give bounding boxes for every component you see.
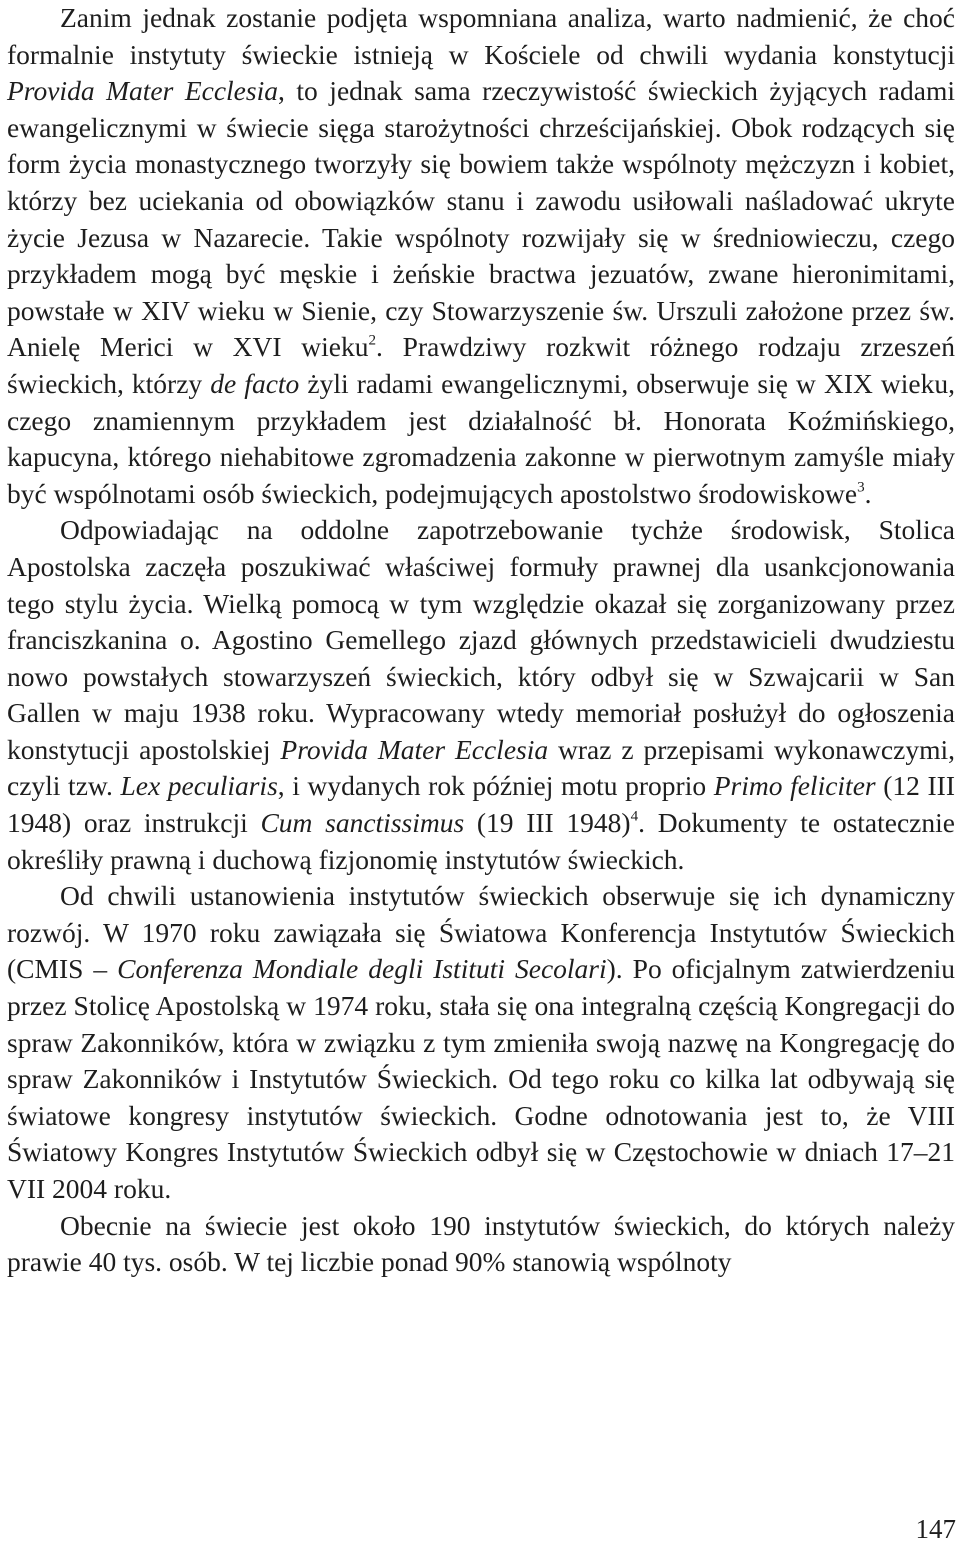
italic-phrase: Provida Mater Ecclesia — [280, 733, 549, 765]
text-segment: (12 III 1948) oraz instrukcji — [7, 770, 955, 839]
text-segment: , to jednak sama rzeczywistość świeckich żyjących radami ewangelicznymi w świecie sięga starożytności chrześcijańskiej. Obok rodzących się form życia monastycznego tworzyły się bowiem także wspólnoty mężczyzn i kobiet, którzy bez uciekania od obowiązków stanu i zawodu usiłowali naśladować ukryte życie Jezusa w Nazarecie. Takie wspólnoty rozwijały się w średniowieczu, czego przykładem mogą być męskie i żeńskie bractwa jezuatów, zwane hieronimitami, powstałe w XIV wieku w Sienie, czy Stowarzyszenie św. Urszuli założone przez św. Anielę Merici w XVI wieku — [7, 75, 955, 363]
page-number: 147 — [915, 1514, 956, 1544]
body-text — [7, 0, 955, 1281]
text-segment: Zanim jednak zostanie podjęta wspomniana analiza, warto nadmienić, że choć formalnie instytuty świeckie istnieją w Kościele od chwili wydania konstytucji — [7, 2, 955, 70]
text-segment: . Dokumenty te ostatecznie określiły prawną i duchową fizjonomię instytutów świeckich. — [7, 807, 955, 875]
text-segment: Odpowiadając na oddolne zapotrzebowanie tychże środowisk, Stolica Apostolska zaczęła poszukiwać właściwej formuły prawnej dla usankcjonowania tego stylu życia. Wielką pomocą w tym względzie okazał się zorganizowany przez franciszkanina o. Agostino Gemellego zjazd głównych przedstawicieli dwudziestu nowo powstałych stowarzyszeń świeckich, który odbył się w Szwajcarii w San Gallen w maju 1938 roku. Wypracowany wtedy memoriał posłużył do ogłoszenia konstytucji apostolskiej — [7, 514, 955, 765]
italic-phrase: Lex peculiaris — [120, 770, 278, 802]
footnote-reference: 3 — [857, 479, 865, 496]
italic-phrase: de facto — [210, 367, 300, 399]
footnote-reference: 2 — [368, 333, 377, 349]
italic-phrase: Cum sanctissimus — [260, 807, 465, 839]
paragraph — [7, 512, 955, 878]
text-segment: Od chwili ustanowienia instytutów świeckich obserwuje się ich dynamiczny rozwój. W 1970 roku zawiązała się Światowa Konferencja Instytutów Świeckich (CMIS – — [7, 880, 955, 985]
italic-phrase: Provida Mater Ecclesia — [7, 75, 278, 107]
text-segment: (19 III 1948) — [464, 807, 631, 839]
italic-phrase: Conferenza Mondiale degli Istituti Secolari — [117, 953, 607, 985]
italic-phrase: Primo feliciter — [713, 770, 876, 802]
text-segment: ). Po oficjalnym zatwierdzeniu przez Stolicę Apostolską w 1974 roku, stała się ona integralną częścią Kongregacji do spraw Zakonników, która w związku z tym zmieniła swoją nazwę na Kongregację do spraw Zakonników i Instytutów Świeckich. Od tego roku co kilka lat odbywają się światowe kongresy instytutów świeckich. Godne odnotowania jest to, że VIII Światowy Kongres Instytutów Świeckich odbył się w Częstochowie w dniach 17–21 VII 2004 roku. — [7, 953, 955, 1204]
paragraph — [7, 1208, 955, 1281]
paragraph — [7, 0, 955, 512]
footnote-reference: 4 — [630, 808, 639, 825]
text-segment: , i wydanych rok później motu proprio — [277, 770, 714, 802]
text-segment: wraz z przepisami wykonawczymi, czyli tzw. — [7, 733, 955, 802]
text-segment: . Prawdziwy rozkwit różnego rodzaju zrzeszeń świeckich, którzy — [7, 331, 955, 399]
text-segment: . — [864, 477, 872, 509]
text-segment: żyli radami ewangelicznymi, obserwuje się w XIX wieku, czego znamiennym przykładem jest działalność bł. Honorata Koźmińskiego, kapucyna, którego niehabitowe zgromadzenia zakonne w pierwotnym zamyśle miały być wspólnotami osób świeckich, podejmujących apostolstwo środowiskowe — [7, 367, 955, 509]
paragraph — [7, 878, 955, 1207]
text-segment: Obecnie na świecie jest około 190 instytutów świeckich, do których należy prawie 40 tys. osób. W tej liczbie ponad 90% stanowią wspólnoty — [7, 1209, 955, 1278]
